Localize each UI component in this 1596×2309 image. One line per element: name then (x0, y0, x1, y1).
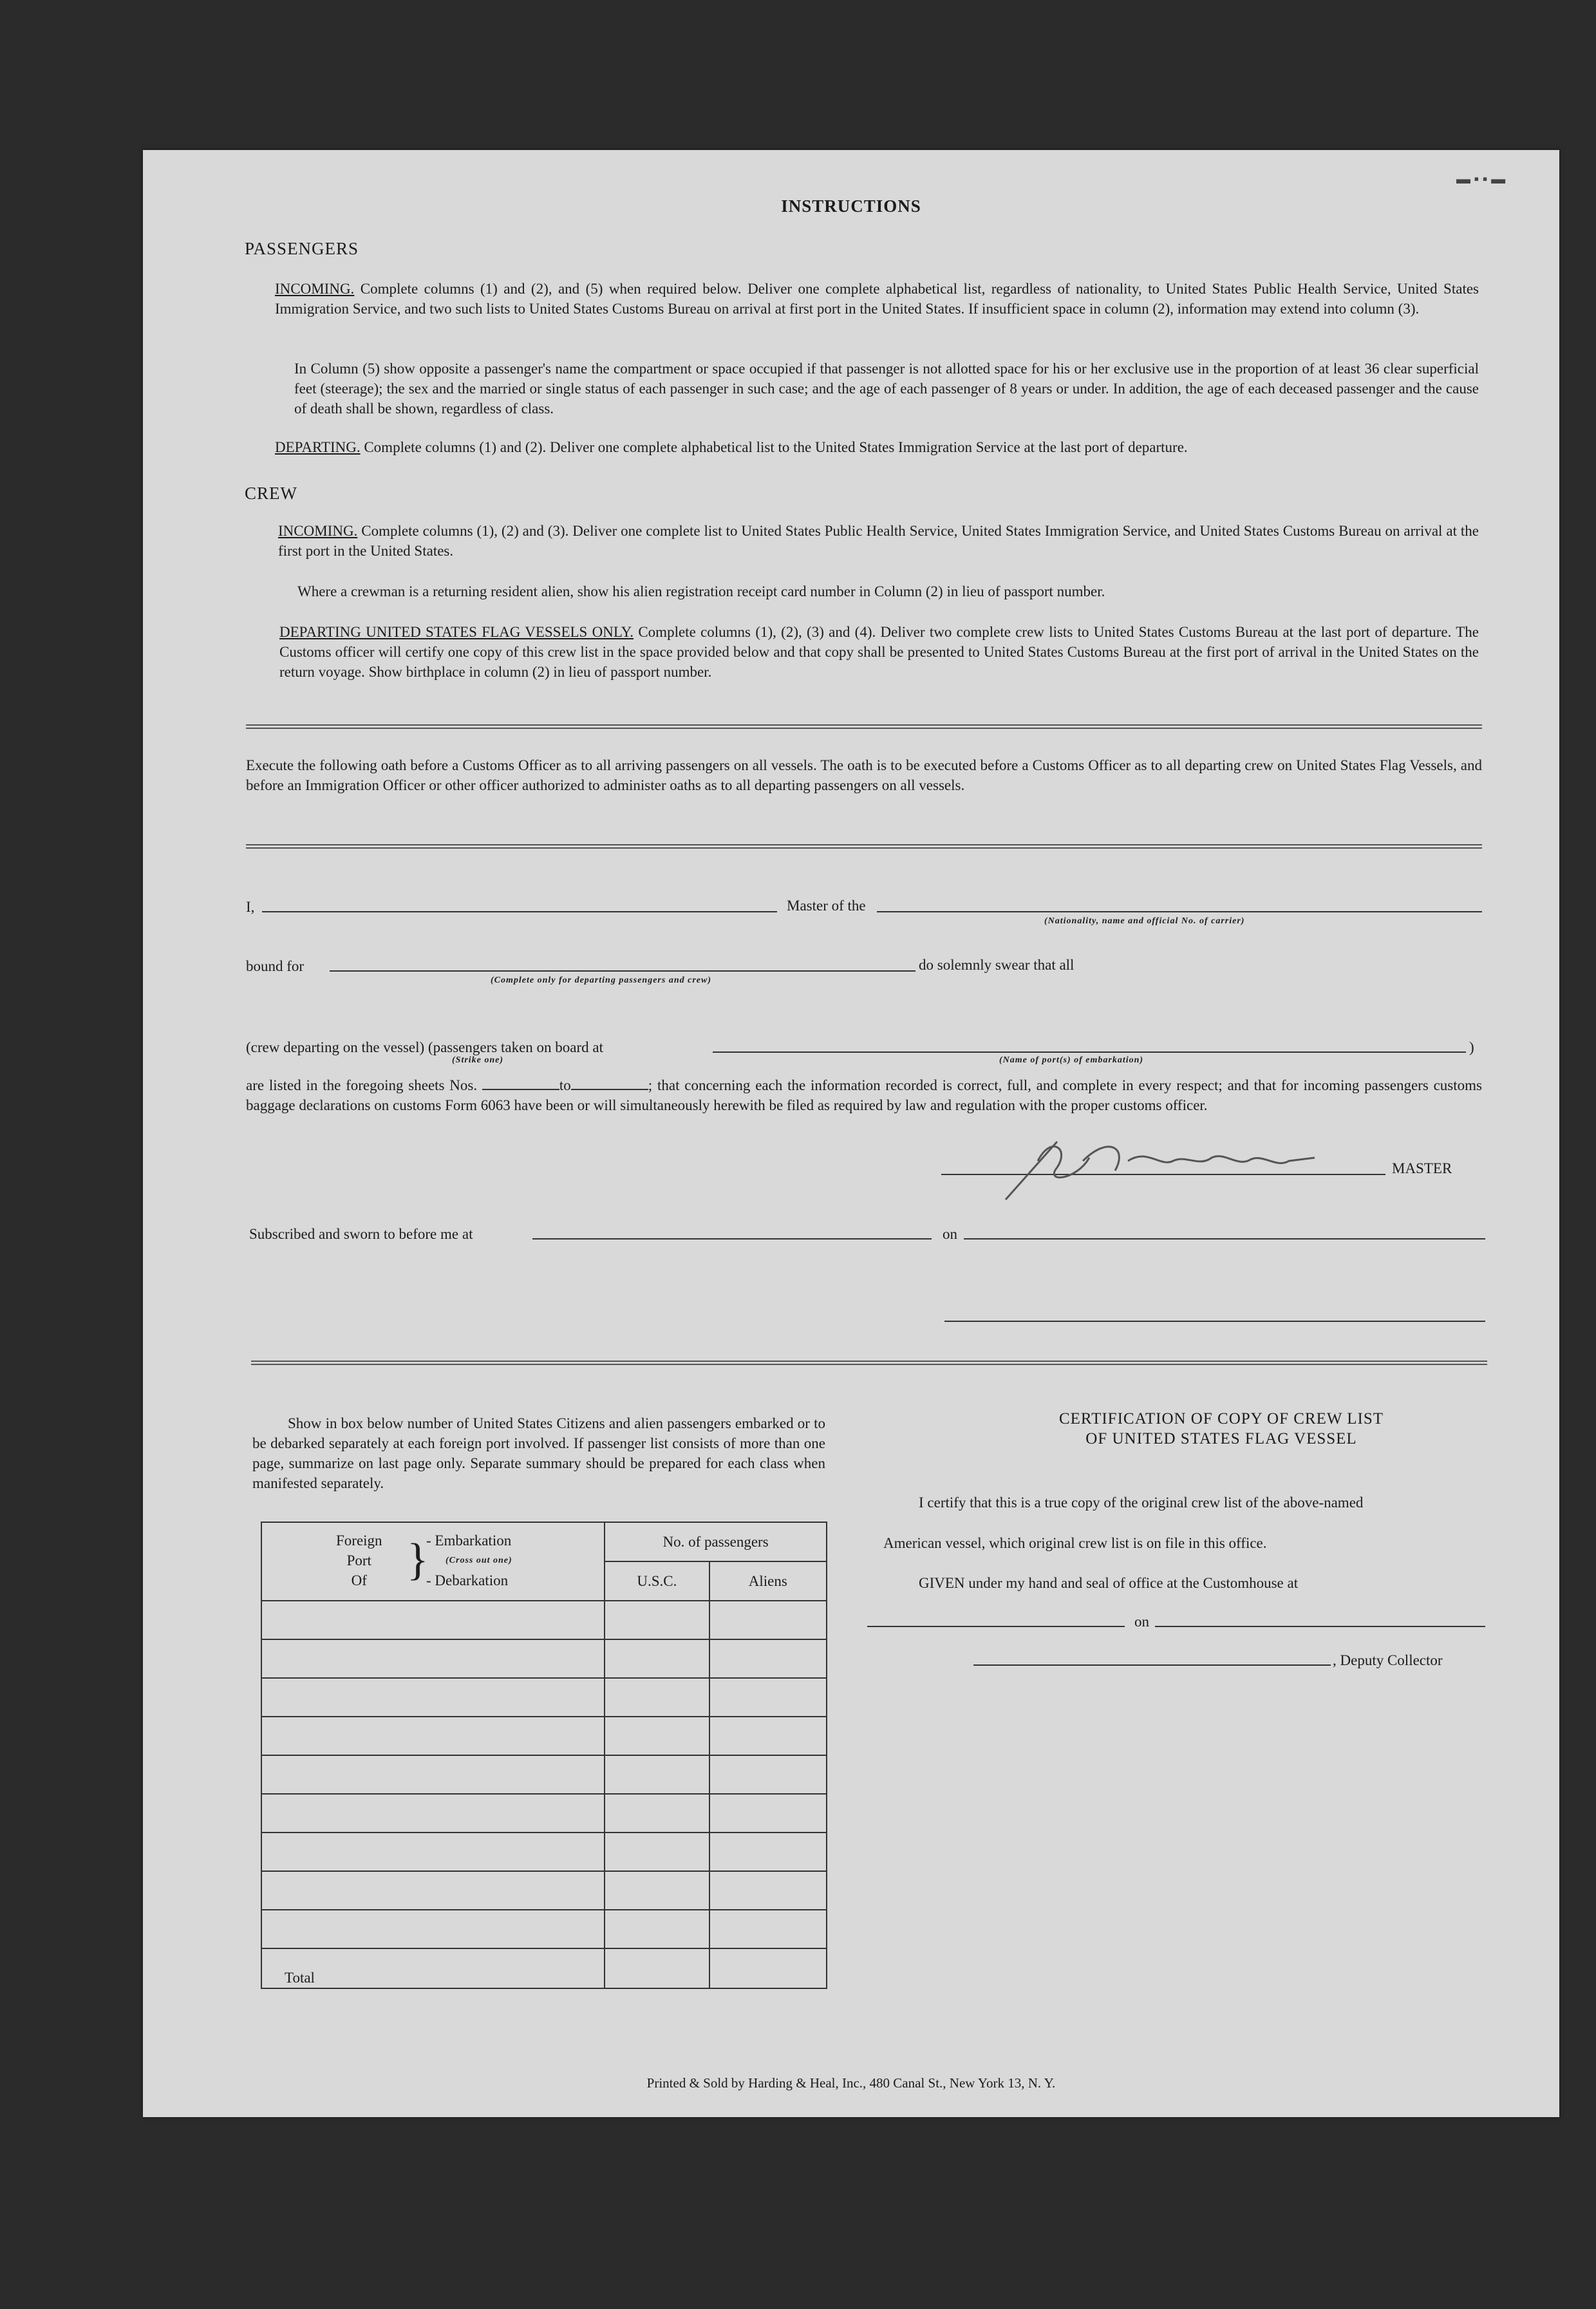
table-row (261, 1794, 827, 1833)
port-cell[interactable] (261, 1871, 605, 1910)
cross-out-caption: (Cross out one) (446, 1556, 512, 1565)
aliens-cell[interactable] (709, 1601, 827, 1639)
no-of-passengers-header: No. of passengers (605, 1522, 827, 1561)
passengers-incoming-paragraph (275, 279, 1479, 319)
port-cell[interactable] (261, 1833, 605, 1871)
port-label: Port (346, 1552, 371, 1569)
certification-title-line2: OF UNITED STATES FLAG VESSEL (1085, 1430, 1357, 1447)
master-label: MASTER (1392, 1160, 1452, 1176)
sheets-paragraph (246, 1075, 1482, 1115)
aliens-cell[interactable] (709, 1755, 827, 1794)
aliens-cell[interactable] (709, 1871, 827, 1910)
sheets-prefix: are listed in the foregoing sheets Nos. (246, 1077, 478, 1093)
table-row (261, 1755, 827, 1794)
corner-marks: ▬ ▪ ▪ ▬ (1456, 171, 1506, 187)
usc-cell[interactable] (605, 1755, 709, 1794)
port-cell[interactable] (261, 1601, 605, 1639)
divider-3 (251, 1361, 1487, 1365)
aliens-header: Aliens (709, 1561, 827, 1601)
deputy-collector-field[interactable] (973, 1664, 1331, 1666)
usc-cell[interactable] (605, 1717, 709, 1755)
crew-incoming-label: INCOMING. (278, 523, 358, 539)
summary-intro (252, 1413, 825, 1493)
sheets-to-label: to (559, 1077, 571, 1093)
ports-field[interactable] (713, 1051, 1466, 1053)
usc-cell[interactable] (605, 1871, 709, 1910)
usc-cell[interactable] (605, 1678, 709, 1717)
aliens-cell[interactable] (709, 1639, 827, 1678)
given-text: GIVEN under my hand and seal of office at the Customhouse at (919, 1575, 1299, 1591)
table-row (261, 1601, 827, 1639)
table-row (261, 1639, 827, 1678)
sworn-on-label: on (943, 1226, 957, 1242)
master-signature (980, 1122, 1340, 1212)
table-row (261, 1910, 827, 1948)
sheets-suffix: ; that concerning each the information recorded is correct, full, and complete in every respect; and that for incoming passengers customs baggage declarations on customs Form 6063 have been or will simultaneously herewith be filed as required by law and regulation with the proper customs officer. (246, 1077, 1482, 1113)
crew-departing-paragraph (279, 622, 1479, 682)
column5-paragraph: In Column (5) show opposite a passenger's name the compartment or space occupied if that passenger is not allotted space for his or her exclusive use in the proportion of at least 36 clear superficial feet (steerage); the sex and the married or single status of each passenger in such case; and the age of each passenger of 8 years or under. In addition, the age of each deceased passenger and the cause of death shall be shown, regardless of class. (294, 361, 1479, 417)
passengers-incoming-label: INCOMING. (275, 281, 355, 297)
aliens-cell[interactable] (709, 1833, 827, 1871)
passengers-departing-label: DEPARTING. (275, 439, 361, 455)
close-paren: ) (1469, 1039, 1474, 1055)
certification-title (890, 1409, 1553, 1449)
carrier-field[interactable] (877, 911, 1482, 912)
crew-resident-paragraph: Where a crewman is a returning resident alien, show his alien registration receipt card number in Column (2) in lieu of passport number. (297, 583, 1105, 599)
certification-title-line1: CERTIFICATION OF COPY OF CREW LIST (1058, 1410, 1384, 1428)
crew-incoming-paragraph (278, 521, 1479, 561)
sheets-from-field[interactable] (482, 1089, 559, 1090)
certification-on-label: on (1134, 1614, 1149, 1630)
crew-departing-label: DEPARTING UNITED STATES FLAG VESSELS ONLY. (279, 624, 634, 640)
sworn-date-field[interactable] (964, 1238, 1485, 1239)
port-cell[interactable] (261, 1717, 605, 1755)
port-cell[interactable] (261, 1910, 605, 1948)
crew-incoming-text: Complete columns (1), (2) and (3). Deliver one complete list to United States Public Health Service, United States Immigration Service, and United States Customs Bureau on arrival at the first port in the United States. (278, 523, 1479, 559)
oath-i-label: I, (246, 899, 255, 915)
usc-cell[interactable] (605, 1910, 709, 1948)
master-name-field[interactable] (262, 911, 777, 912)
table-row (261, 1717, 827, 1755)
passenger-summary-table (261, 1522, 827, 1989)
usc-cell[interactable] (605, 1639, 709, 1678)
foreign-label: Foreign (336, 1532, 382, 1549)
certification-date-field[interactable] (1155, 1626, 1485, 1627)
certify-line1: I certify that this is a true copy of the original crew list of the above-named (919, 1494, 1364, 1511)
aliens-cell[interactable] (709, 1910, 827, 1948)
usc-total-cell[interactable] (605, 1948, 709, 1988)
divider-1 (246, 724, 1482, 729)
subscribed-label: Subscribed and sworn to before me at (249, 1226, 473, 1242)
summary-intro-text: Show in box below number of United States Citizens and alien passengers embarked or to be debarked separately at each foreign port involved. If passenger list consists of more than one page, summarize on last page only. Separate summary should be prepared for each class when manifested separately. (252, 1415, 825, 1491)
nationality-caption: (Nationality, name and official No. of carrier) (1044, 916, 1245, 926)
customhouse-field[interactable] (867, 1626, 1125, 1627)
aliens-cell[interactable] (709, 1678, 827, 1717)
of-label: Of (351, 1572, 367, 1588)
table-row (261, 1871, 827, 1910)
ports-caption: (Name of port(s) of embarkation) (999, 1055, 1144, 1065)
aliens-cell[interactable] (709, 1717, 827, 1755)
debarkation-label: - Debarkation (426, 1572, 509, 1588)
passengers-incoming-text: Complete columns (1) and (2), and (5) when required below. Deliver one complete alphabetical list, regardless of nationality, to United States Public Health Service, United States Immigration Service, and two such lists to United States Customs Bureau on arrival at first port in the United States. If insufficient space in column (2), information may extend into column (3). (275, 281, 1479, 317)
crew-heading: CREW (245, 484, 297, 503)
port-cell[interactable] (261, 1755, 605, 1794)
total-label: Total (261, 1948, 605, 1988)
master-of-label: Master of the (787, 898, 866, 914)
usc-cell[interactable] (605, 1601, 709, 1639)
printer-footer: Printed & Sold by Harding & Heal, Inc., 480 Canal St., New York 13, N. Y. (646, 2075, 1056, 2091)
certify-line2: American vessel, which original crew list is on file in this office. (883, 1535, 1267, 1551)
deputy-collector-label: , Deputy Collector (1333, 1652, 1443, 1668)
divider-2 (246, 844, 1482, 849)
foreign-port-header (261, 1522, 605, 1601)
crew-departing-text: Complete columns (1), (2), (3) and (4). Deliver two complete crew lists to United States Customs Bureau at the last port of departure. The Customs officer will certify one copy of this crew list in the space provided below and that copy shall be presented to United States Customs Bureau at the first port of arrival in the United States on the return voyage. Show birthplace in column (2) in lieu of passport number. (279, 624, 1479, 680)
brace-glyph: } (407, 1535, 429, 1585)
aliens-cell[interactable] (709, 1794, 827, 1833)
port-cell[interactable] (261, 1794, 605, 1833)
instructions-title: INSTRUCTIONS (781, 196, 921, 216)
table-row (261, 1678, 827, 1717)
departing-caption: (Complete only for departing passengers and crew) (491, 975, 711, 985)
aliens-total-cell[interactable] (709, 1948, 827, 1988)
total-row (261, 1948, 827, 1988)
embarkation-label: - Embarkation (426, 1532, 512, 1549)
usc-cell[interactable] (605, 1833, 709, 1871)
passengers-departing-text: Complete columns (1) and (2). Deliver one complete alphabetical list to the United States Immigration Service at the last port of departure. (364, 439, 1188, 455)
usc-header: U.S.C. (605, 1561, 709, 1601)
table-row (261, 1833, 827, 1871)
strike-one-caption: (Strike one) (452, 1055, 504, 1065)
crew-departing-text: (crew departing on the vessel) (passengers taken on board at (246, 1039, 603, 1055)
form-sheet (143, 150, 1559, 2117)
sworn-place-field[interactable] (532, 1238, 932, 1239)
sheets-to-field[interactable] (571, 1089, 648, 1090)
passengers-departing-paragraph (275, 437, 1479, 457)
swear-text: do solemnly swear that all (919, 957, 1075, 973)
usc-cell[interactable] (605, 1794, 709, 1833)
bound-for-field[interactable] (330, 970, 915, 972)
port-cell[interactable] (261, 1639, 605, 1678)
oath-intro: Execute the following oath before a Customs Officer as to all arriving passengers on all vessels. The oath is to be executed before a Customs Officer as to all departing crew on United States Flag Vessels, and before an Immigration Officer or other officer authorized to administer oaths as to all departing passengers on all vessels. (246, 757, 1482, 793)
port-cell[interactable] (261, 1678, 605, 1717)
officer-signature-field[interactable] (944, 1321, 1485, 1322)
passengers-heading: PASSENGERS (245, 239, 359, 258)
bound-for-label: bound for (246, 958, 305, 974)
